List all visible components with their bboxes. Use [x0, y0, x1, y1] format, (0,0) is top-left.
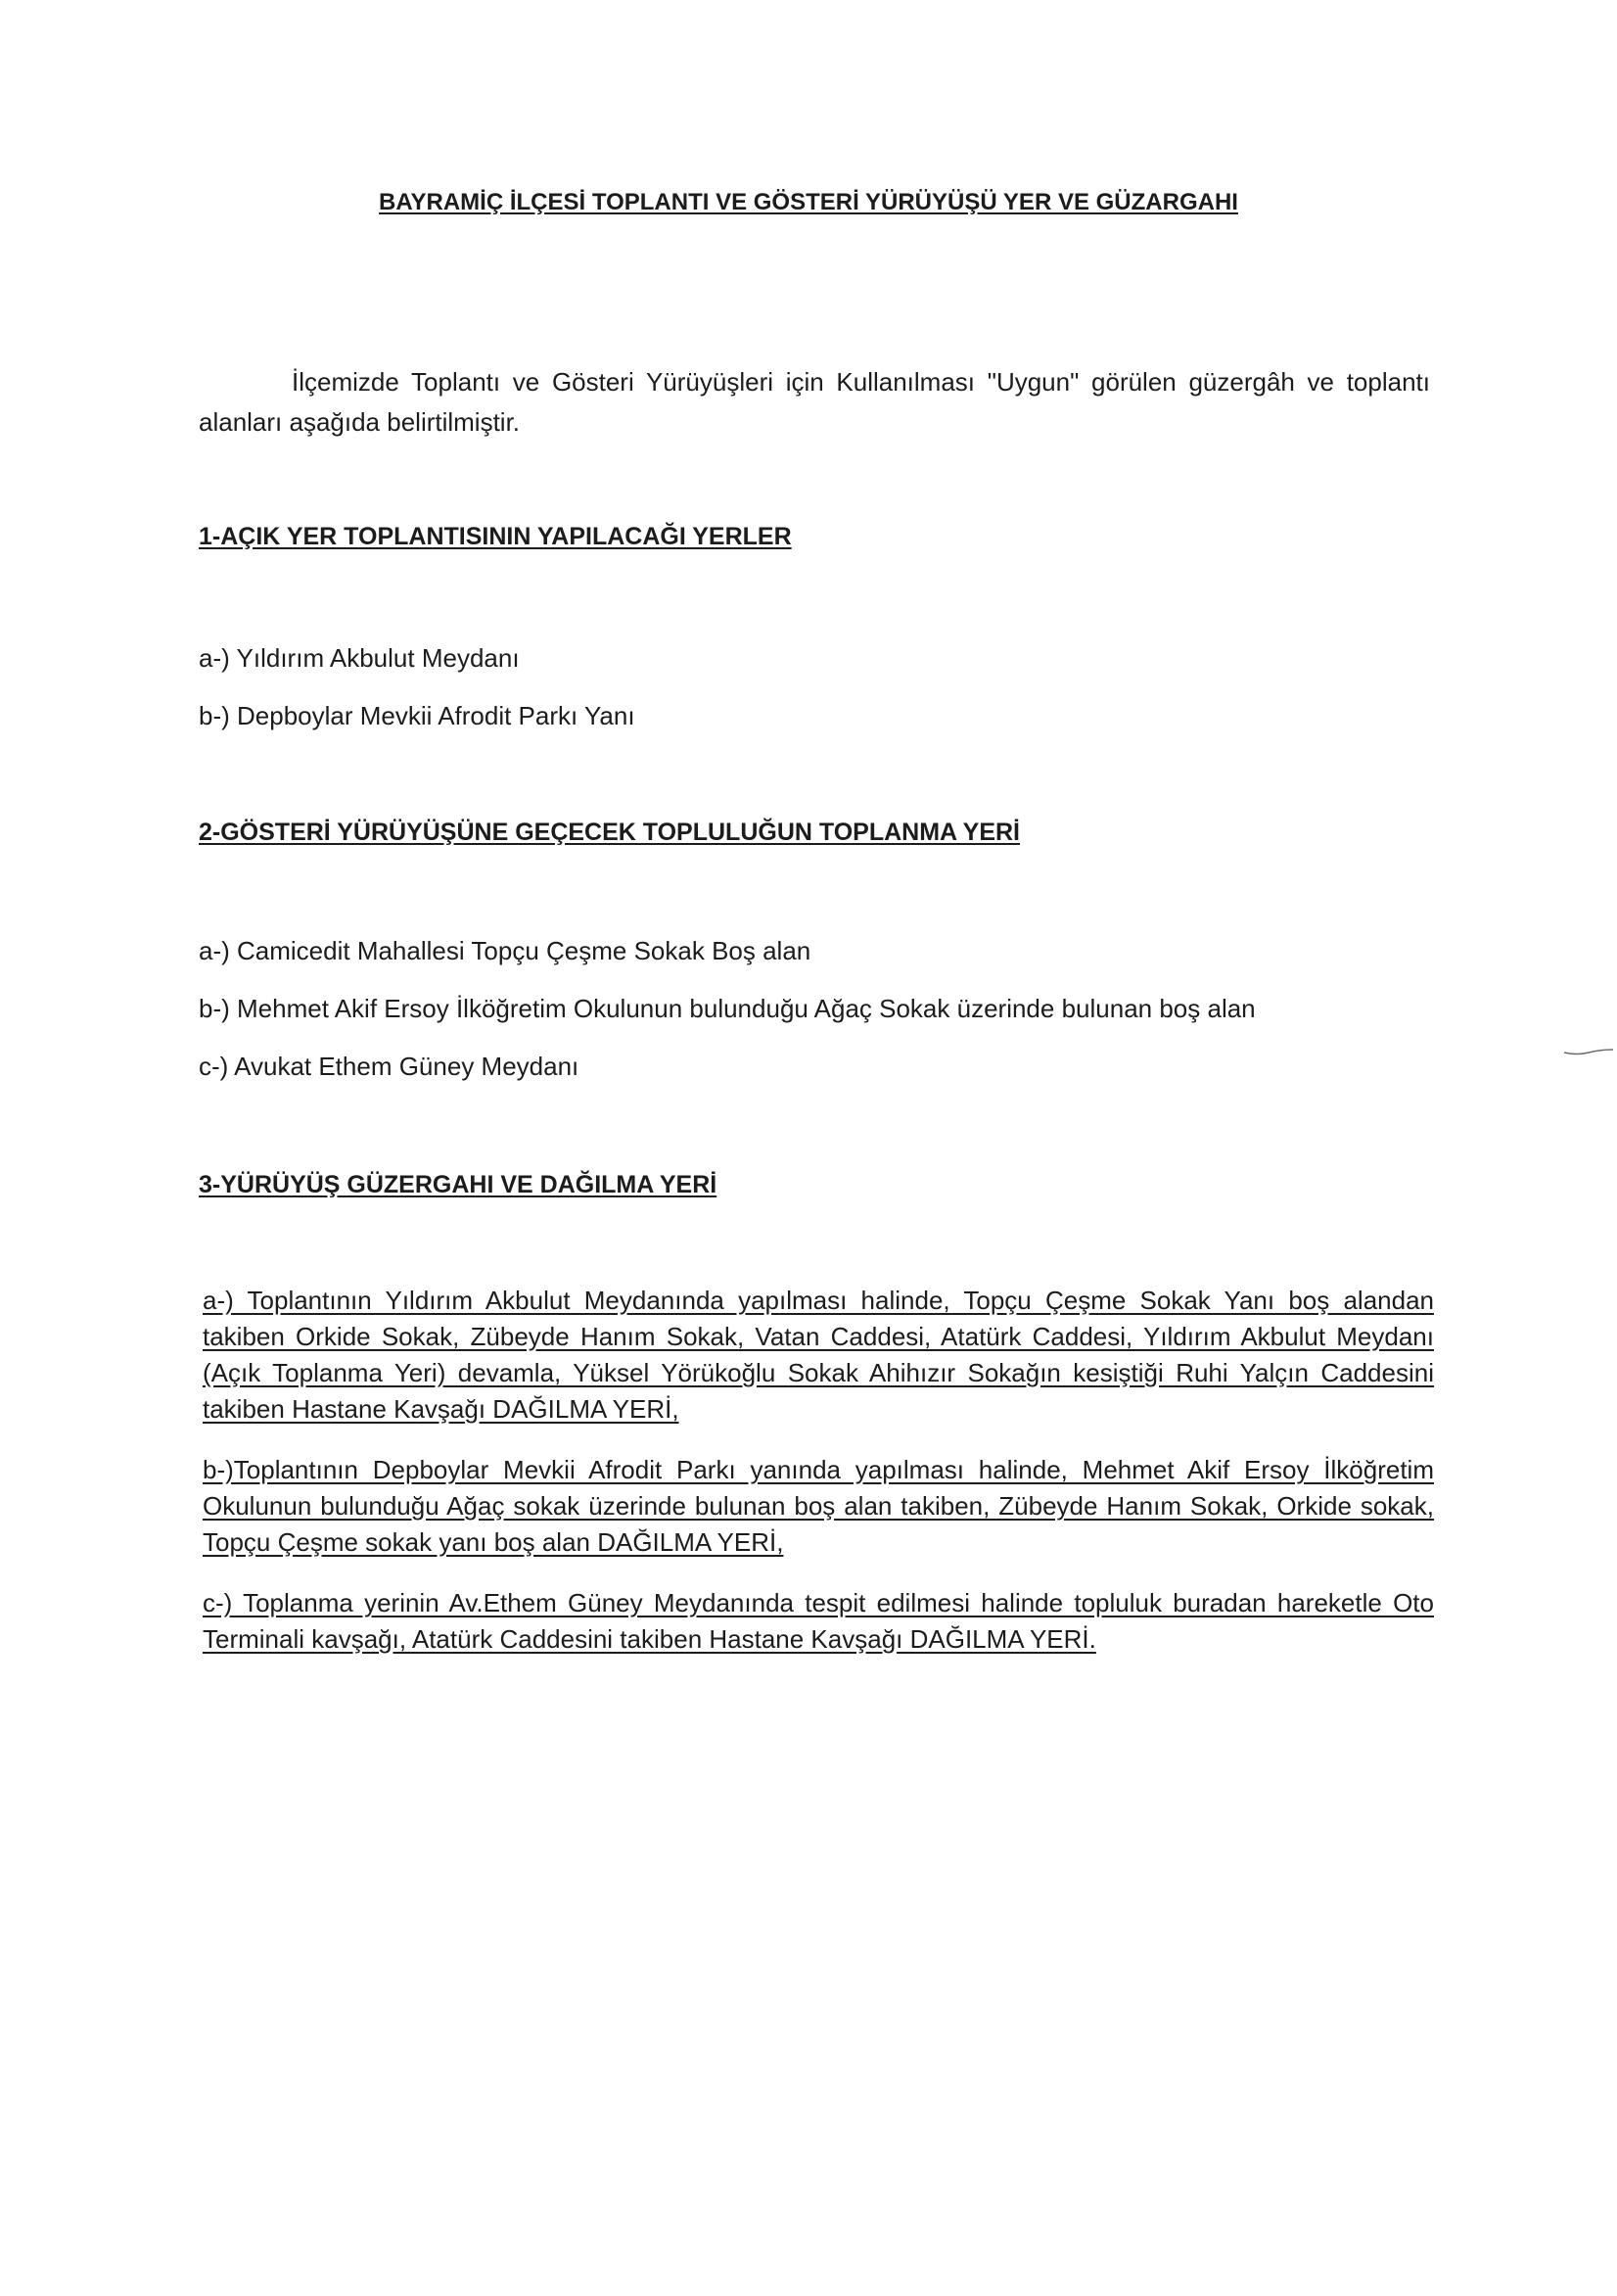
margin-pen-mark [1563, 1047, 1614, 1056]
intro-paragraph: İlçemizde Toplantı ve Gösteri Yürüyüşleri için Kullanılması "Uygun" görülen güzergâh ve toplantı alanları aşağıda belirtilmiştir. [199, 367, 1430, 437]
section-1-item-a: a-) Yıldırım Akbulut Meydanı [199, 643, 520, 673]
document-title: BAYRAMİÇ İLÇESİ TOPLANTI VE GÖSTERİ YÜRÜYÜŞÜ YER VE GÜZARGAHI [379, 189, 1238, 215]
section-3-item-a: a-) Toplantının Yıldırım Akbulut Meydanında yapılması halinde, Topçu Çeşme Sokak Yanı boş alandan takiben Orkide Sokak, Zübeyde Hanım Sokak, Vatan Caddesi, Atatürk Caddesi, Yıldırım Akbulut Meydanı (Açık Toplanma Yeri) devamla, Yüksel Yörükoğlu Sokak Ahihızır Sokağın kesiştiği Ruhi Yalçın Caddesini takiben Hastane Kavşağı DAĞILMA YERİ, [203, 1286, 1434, 1424]
section-3-heading: 3-YÜRÜYÜŞ GÜZERGAHI VE DAĞILMA YERİ [199, 1171, 717, 1198]
section-3-item-c: c-) Toplanma yerinin Av.Ethem Güney Meydanında tespit edilmesi halinde topluluk buradan hareketle Oto Terminali kavşağı, Atatürk Caddesini takiben Hastane Kavşağı DAĞILMA YERİ. [203, 1588, 1434, 1654]
section-2-item-a: a-) Camicedit Mahallesi Topçu Çeşme Sokak Boş alan [199, 936, 811, 965]
section-2-heading: 2-GÖSTERİ YÜRÜYÜŞÜNE GEÇECEK TOPLULUĞUN TOPLANMA YERİ [199, 819, 1020, 846]
section-1-heading: 1-AÇIK YER TOPLANTISININ YAPILACAĞI YERLER [199, 523, 792, 550]
section-3-item-b: b-)Toplantının Depboylar Mevkii Afrodit Parkı yanında yapılması halinde, Mehmet Akif Ersoy İlköğretim Okulunun bulunduğu Ağaç sokak üzerinde bulunan boş alan takiben, Zübeyde Hanım Sokak, Orkide sokak, Topçu Çeşme sokak yanı boş alan DAĞILMA YERİ, [203, 1455, 1434, 1557]
section-2-item-c: c-) Avukat Ethem Güney Meydanı [199, 1052, 579, 1081]
section-1-item-b: b-) Depboylar Mevkii Afrodit Parkı Yanı [199, 701, 635, 730]
section-2-item-b: b-) Mehmet Akif Ersoy İlköğretim Okulunun bulunduğu Ağaç Sokak üzerinde bulunan boş alan [199, 994, 1256, 1023]
